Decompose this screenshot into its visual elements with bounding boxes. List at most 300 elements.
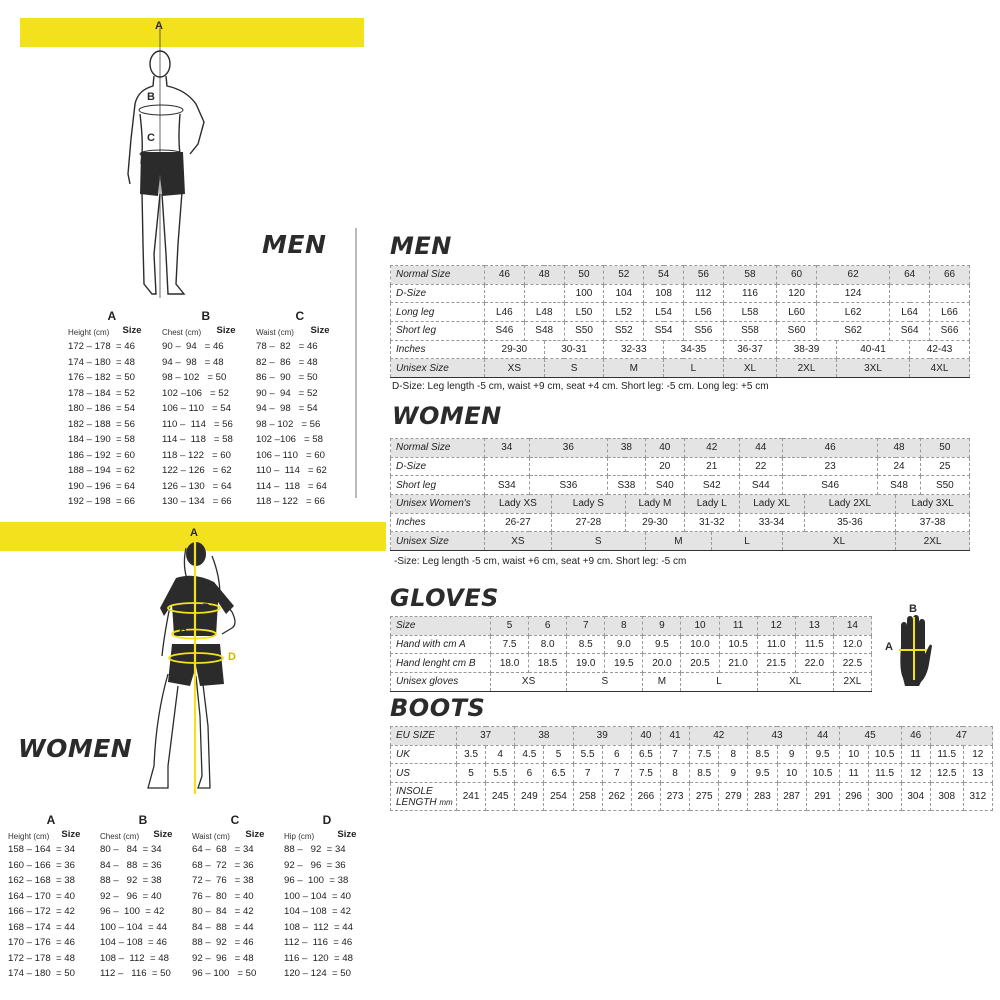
table-cell: L	[681, 673, 757, 692]
table-cell: XS	[491, 673, 567, 692]
size-list-row: 96 – 100 = 38	[284, 875, 349, 886]
table-cell: S66	[930, 322, 970, 341]
size-list-row: 126 – 130 = 64	[162, 480, 232, 492]
table-cell: 24	[878, 457, 920, 476]
women_figure-col-sub: Chest (cm)	[100, 832, 140, 841]
table-cell: 12	[757, 617, 795, 636]
size-list-row: 88 – 92 = 34	[284, 844, 346, 855]
men_figure-col-size-label: Size	[310, 325, 330, 336]
table-row	[391, 340, 970, 359]
table-cell: 54	[644, 266, 684, 285]
table-cell: L46	[485, 303, 525, 322]
table-cell: 19.0	[567, 654, 605, 673]
women_figure-col-sub: Waist (cm)	[192, 832, 230, 841]
table-cell: S50	[564, 322, 604, 341]
table-cell: 60	[777, 266, 817, 285]
table-cell: XS	[485, 359, 545, 378]
table-cell: L	[712, 532, 783, 551]
table-cell: Lady 2XL	[804, 495, 896, 514]
men-fig-letter-a: A	[155, 20, 163, 32]
size-list-row: 106 – 110 = 54	[162, 403, 231, 414]
women-size-table	[390, 438, 970, 551]
table-row	[391, 476, 970, 495]
table-row	[391, 673, 872, 692]
size-list-row: 76 – 80 = 40	[192, 890, 254, 902]
table-cell: Normal Size	[391, 439, 485, 458]
table-cell: S60	[777, 322, 817, 341]
table-cell: 12	[901, 764, 930, 783]
table-cell: 40	[645, 439, 684, 458]
table-cell: 116	[723, 284, 776, 303]
size-list-row: 178 – 184 = 52	[68, 387, 135, 399]
table-cell: 42-43	[910, 340, 970, 359]
table-cell: 50	[920, 439, 969, 458]
table-cell: 32-33	[604, 340, 664, 359]
women-fig-letter-b: B	[202, 602, 210, 614]
table-cell: 8	[660, 764, 689, 783]
insole-unit: mm	[439, 797, 453, 807]
women_figure-col-size-label: Size	[61, 829, 81, 840]
women_figure-col-letter: A	[46, 813, 56, 827]
size-list-row: 174 – 180 = 50	[8, 968, 75, 979]
size-list-row: 98 – 102 = 50	[162, 372, 227, 383]
table-cell: 48	[524, 266, 564, 285]
size-list-row: 164 – 170 = 40	[8, 890, 75, 902]
size-list-row: 104 – 108 = 46	[100, 937, 167, 948]
table-cell: 7	[660, 745, 689, 764]
table-cell: 249	[515, 783, 544, 811]
table-cell: 18.0	[491, 654, 529, 673]
size-list-row: 94 – 98 = 54	[256, 403, 318, 414]
table-cell: S52	[604, 322, 644, 341]
size-list-row: 172 – 178 = 46	[68, 341, 135, 352]
table-cell: 5.5	[573, 745, 602, 764]
insole-label: INSOLE	[396, 785, 433, 797]
table-cell: L50	[564, 303, 604, 322]
table-cell: D-Size	[391, 284, 485, 303]
size-list-row: 116 – 120 = 48	[284, 952, 353, 964]
table-row	[391, 439, 970, 458]
table-cell: 296	[839, 783, 868, 811]
table-cell: S42	[684, 476, 739, 495]
table-cell	[608, 457, 645, 476]
size-list-row: 110 – 114 = 62	[256, 465, 327, 476]
size-list-row: 80 – 84 = 42	[192, 906, 254, 917]
table-cell: L54	[644, 303, 684, 322]
table-cell: 9.5	[806, 745, 839, 764]
table-cell: S50	[920, 476, 969, 495]
men_figure-col-letter: B	[201, 309, 211, 323]
table-cell: S56	[683, 322, 723, 341]
table-cell: 254	[544, 783, 573, 811]
table-cell: 29-30	[485, 340, 545, 359]
table-cell: 3XL	[836, 359, 909, 378]
size-list-row: 102 –106 = 58	[256, 434, 323, 445]
table-cell: L	[664, 359, 724, 378]
table-cell: 2XL	[777, 359, 837, 378]
insole-label-cell	[391, 783, 457, 811]
table-cell	[930, 284, 970, 303]
size-list-row: 170 – 176 = 46	[8, 937, 75, 948]
table-row	[391, 764, 993, 783]
table-cell: 11	[901, 745, 930, 764]
size-list-row: 118 – 122 = 66	[256, 496, 325, 507]
size-list-row: 82 – 86 = 48	[256, 356, 318, 368]
men_figure-col-size-label: Size	[216, 325, 236, 336]
size-list-row: 162 – 168 = 38	[8, 875, 75, 886]
table-row	[391, 284, 970, 303]
table-cell: 56	[683, 266, 723, 285]
table-cell: 14	[833, 617, 871, 636]
table-cell: S46	[782, 476, 877, 495]
size-list-row: 108 – 112 = 44	[284, 921, 353, 933]
women_figure-col-size-label: Size	[245, 829, 265, 840]
table-cell: 258	[573, 783, 602, 811]
table-cell: 245	[486, 783, 515, 811]
table-cell: 9.5	[643, 635, 681, 654]
table-row	[391, 513, 970, 532]
table-row	[391, 635, 872, 654]
size-list-row: 168 – 174 = 44	[8, 921, 75, 933]
size-list-row: 120 – 124 = 50	[284, 968, 351, 979]
women-body-figure	[138, 526, 258, 801]
table-cell: 108	[644, 284, 684, 303]
table-cell: 37-38	[896, 513, 970, 532]
table-cell: Hand with cm A	[391, 635, 491, 654]
table-cell: 10	[777, 764, 806, 783]
table-cell: Long leg	[391, 303, 485, 322]
table-cell: 287	[777, 783, 806, 811]
men_figure-col-sub: Waist (cm)	[256, 328, 294, 337]
men-table-title: MEN	[390, 232, 452, 260]
table-cell: 8.0	[529, 635, 567, 654]
table-cell: 283	[748, 783, 777, 811]
table-cell: 5	[457, 764, 486, 783]
glove-letter-b: B	[909, 603, 917, 615]
table-cell: 20.5	[681, 654, 719, 673]
table-cell: 44	[806, 727, 839, 746]
table-cell: 6	[602, 745, 631, 764]
table-cell: 7.5	[491, 635, 529, 654]
size-list-row: 84 – 88 = 36	[100, 859, 162, 871]
table-cell: 42	[684, 439, 739, 458]
size-list-row: 180 – 186 = 54	[68, 403, 135, 414]
size-list-row: 174 – 180 = 48	[68, 356, 135, 368]
table-cell: 45	[839, 727, 901, 746]
table-cell: 38	[608, 439, 645, 458]
table-cell: 22.5	[833, 654, 871, 673]
table-cell: 2XL	[833, 673, 871, 692]
table-cell: 13	[795, 617, 833, 636]
women_figure-col-letter: B	[138, 813, 148, 827]
size-list-row: 106 – 110 = 60	[256, 449, 325, 461]
size-list-row: 100 – 104 = 40	[284, 890, 351, 902]
table-cell: 47	[930, 727, 992, 746]
table-cell: 46	[901, 727, 930, 746]
size-list-row: 94 – 98 = 48	[162, 356, 224, 368]
table-cell: XL	[757, 673, 833, 692]
table-cell: 33-34	[739, 513, 804, 532]
table-cell	[524, 284, 564, 303]
table-cell: S48	[878, 476, 920, 495]
size-list-row: 114 – 118 = 58	[162, 434, 233, 445]
table-cell: S64	[890, 322, 930, 341]
table-cell: 7.5	[690, 745, 719, 764]
boots-table-title: BOOTS	[390, 694, 486, 722]
size-list-row: 86 – 90 = 50	[256, 372, 318, 383]
table-cell: 6	[515, 764, 544, 783]
table-cell: Normal Size	[391, 266, 485, 285]
women_figure-col-sub: Height (cm)	[8, 832, 50, 841]
table-cell: 13	[963, 764, 992, 783]
table-cell: 38-39	[777, 340, 837, 359]
table-cell: S48	[524, 322, 564, 341]
table-cell: 11.5	[795, 635, 833, 654]
size-list-row: 102 –106 = 52	[162, 387, 229, 399]
table-cell: 308	[930, 783, 963, 811]
size-list-row: 64 – 68 = 34	[192, 844, 254, 855]
table-cell: L60	[777, 303, 817, 322]
table-cell: 50	[564, 266, 604, 285]
table-cell: 19.5	[605, 654, 643, 673]
table-cell: US	[391, 764, 457, 783]
women-fig-letter-d: D	[228, 651, 236, 663]
table-cell: Lady 3XL	[896, 495, 970, 514]
glove-icon	[893, 614, 933, 688]
table-cell	[529, 457, 608, 476]
table-cell: 262	[602, 783, 631, 811]
table-cell: XL	[782, 532, 895, 551]
table-cell: 7.5	[631, 764, 660, 783]
men_figure-col-sub: Chest (cm)	[162, 328, 202, 337]
table-cell: 8	[605, 617, 643, 636]
table-cell: Lady L	[684, 495, 739, 514]
table-cell: 30-31	[544, 340, 604, 359]
size-list-row: 80 – 84 = 34	[100, 844, 162, 855]
table-cell: 9	[719, 764, 748, 783]
table-cell: S40	[645, 476, 684, 495]
men-fig-letter-c: C	[147, 132, 155, 144]
table-cell: 66	[930, 266, 970, 285]
size-list-row: 92 – 96 = 36	[284, 859, 346, 871]
size-list-row: 110 – 114 = 56	[162, 418, 233, 430]
table-cell: 12.0	[833, 635, 871, 654]
table-cell: Inches	[391, 340, 485, 359]
table-cell: 9.0	[605, 635, 643, 654]
table-cell: 62	[816, 266, 889, 285]
table-cell: 120	[777, 284, 817, 303]
table-cell: 7	[573, 764, 602, 783]
size-list-row: 88 – 92 = 46	[192, 937, 254, 948]
size-list-row: 88 – 92 = 38	[100, 875, 162, 886]
table-cell: M	[604, 359, 664, 378]
table-cell: 2XL	[896, 532, 970, 551]
table-cell: 4XL	[910, 359, 970, 378]
table-cell: 48	[878, 439, 920, 458]
table-cell: Unisex gloves	[391, 673, 491, 692]
size-list-row: 160 – 166 = 36	[8, 859, 75, 871]
table-cell: 12.5	[930, 764, 963, 783]
table-cell: 52	[604, 266, 644, 285]
table-cell: 21.0	[719, 654, 757, 673]
table-cell: 29-30	[625, 513, 684, 532]
table-cell: S44	[739, 476, 782, 495]
table-cell: Unisex Women's	[391, 495, 485, 514]
table-cell: 26-27	[485, 513, 552, 532]
size-list-row: 104 – 108 = 42	[284, 906, 351, 917]
table-cell: 34	[485, 439, 530, 458]
table-cell: M	[645, 532, 712, 551]
table-cell: 38	[515, 727, 573, 746]
table-cell: L66	[930, 303, 970, 322]
table-cell: 112	[683, 284, 723, 303]
table-cell: 21	[684, 457, 739, 476]
size-list-row: 96 – 100 = 42	[100, 906, 165, 917]
women-table-note: -Size: Leg length -5 cm, waist +6 cm, seat +9 cm. Short leg: -5 cm	[394, 556, 687, 567]
table-cell: 104	[604, 284, 644, 303]
table-cell	[485, 457, 530, 476]
table-cell: M	[643, 673, 681, 692]
table-cell: S34	[485, 476, 530, 495]
table-cell: Unisex Size	[391, 532, 485, 551]
men-size-table	[390, 265, 970, 378]
table-cell: 36-37	[723, 340, 776, 359]
men_figure-col-letter: C	[295, 309, 305, 323]
size-list-row: 72 – 76 = 38	[192, 875, 254, 886]
size-list-row: 184 – 190 = 58	[68, 434, 135, 445]
table-row	[391, 654, 872, 673]
size-list-row: 96 – 100 = 50	[192, 968, 257, 979]
women_figure-col-sub: Hip (cm)	[284, 832, 315, 841]
table-cell: 100	[564, 284, 604, 303]
table-cell: 8.5	[748, 745, 777, 764]
size-list-row: 176 – 182 = 50	[68, 372, 135, 383]
men-shorts	[140, 152, 185, 196]
size-list-row: 118 – 122 = 60	[162, 449, 231, 461]
table-cell: Size	[391, 617, 491, 636]
table-cell: 46	[485, 266, 525, 285]
table-cell: L64	[890, 303, 930, 322]
gloves-size-table	[390, 616, 872, 692]
table-row	[391, 783, 993, 811]
table-cell: 300	[868, 783, 901, 811]
table-cell: 18.5	[529, 654, 567, 673]
table-row	[391, 303, 970, 322]
men-figure-title: MEN	[262, 230, 327, 259]
table-cell: 9.5	[748, 764, 777, 783]
table-cell: 40	[631, 727, 660, 746]
table-cell: 4	[486, 745, 515, 764]
table-cell: S62	[816, 322, 889, 341]
table-cell: S36	[529, 476, 608, 495]
table-cell: XL	[723, 359, 776, 378]
table-cell: Hand lenght cm B	[391, 654, 491, 673]
table-cell: 43	[748, 727, 806, 746]
table-row	[391, 727, 993, 746]
men_figure-col-size-label: Size	[122, 325, 142, 336]
table-cell: Short leg	[391, 322, 485, 341]
table-cell: 42	[690, 727, 748, 746]
table-cell: S	[544, 359, 604, 378]
table-cell: 46	[782, 439, 877, 458]
size-list-row: 188 – 194 = 62	[68, 465, 135, 476]
table-cell: 22	[739, 457, 782, 476]
table-cell: 9	[777, 745, 806, 764]
table-cell: 5.5	[486, 764, 515, 783]
size-list-row: 112 – 116 = 50	[100, 968, 171, 979]
table-cell	[890, 284, 930, 303]
table-cell: Lady M	[625, 495, 684, 514]
table-cell: 20	[645, 457, 684, 476]
size-list-row: 182 – 188 = 56	[68, 418, 135, 430]
size-list-row: 122 – 126 = 62	[162, 465, 232, 476]
table-cell: 304	[901, 783, 930, 811]
size-list-row: 84 – 88 = 44	[192, 921, 254, 933]
table-cell: 58	[723, 266, 776, 285]
table-row	[391, 359, 970, 378]
table-cell: 8.5	[690, 764, 719, 783]
table-cell: 8.5	[567, 635, 605, 654]
table-row	[391, 745, 993, 764]
table-cell: Lady XS	[485, 495, 552, 514]
table-cell: 9	[643, 617, 681, 636]
table-cell: 11.0	[757, 635, 795, 654]
table-cell: 275	[690, 783, 719, 811]
table-cell: 10.5	[806, 764, 839, 783]
table-cell: 273	[660, 783, 689, 811]
men_figure-col-letter: A	[107, 309, 117, 323]
table-cell: S38	[608, 476, 645, 495]
table-cell: 31-32	[684, 513, 739, 532]
table-cell: 4.5	[515, 745, 544, 764]
size-list-row: 92 – 96 = 40	[100, 890, 162, 902]
size-list-row: 98 – 102 = 56	[256, 418, 321, 430]
table-cell: 6.5	[631, 745, 660, 764]
women-figure-title: WOMEN	[18, 734, 133, 763]
table-cell: Short leg	[391, 476, 485, 495]
women_figure-col-size-label: Size	[153, 829, 173, 840]
table-cell: 20.0	[643, 654, 681, 673]
table-cell: 37	[457, 727, 515, 746]
size-list-row: 192 – 198 = 66	[68, 496, 135, 507]
men-fig-letter-b: B	[147, 91, 155, 103]
table-cell: EU SIZE	[391, 727, 457, 746]
table-cell: 5	[491, 617, 529, 636]
glove-letter-a: A	[885, 641, 893, 653]
table-cell: 312	[963, 783, 992, 811]
size-list-row: 130 – 134 = 66	[162, 496, 232, 507]
table-cell: 10.0	[681, 635, 719, 654]
size-list-row: 90 – 94 = 46	[162, 341, 224, 352]
table-cell: 35-36	[804, 513, 896, 532]
table-cell: L52	[604, 303, 644, 322]
table-cell: 44	[739, 439, 782, 458]
size-list-row: 108 – 112 = 48	[100, 952, 169, 964]
table-cell: 291	[806, 783, 839, 811]
table-cell: 23	[782, 457, 877, 476]
table-cell: 10.5	[868, 745, 901, 764]
table-cell: 11	[719, 617, 757, 636]
table-cell: 41	[660, 727, 689, 746]
table-cell: 6.5	[544, 764, 573, 783]
size-list-row: 90 – 94 = 52	[256, 387, 318, 399]
table-cell: 21.5	[757, 654, 795, 673]
size-list-row: 166 – 172 = 42	[8, 906, 75, 917]
size-list-row: 92 – 96 = 48	[192, 952, 254, 964]
size-list-row: 100 – 104 = 44	[100, 921, 167, 933]
women-fig-letter-c: C	[179, 627, 187, 639]
table-cell: 241	[457, 783, 486, 811]
